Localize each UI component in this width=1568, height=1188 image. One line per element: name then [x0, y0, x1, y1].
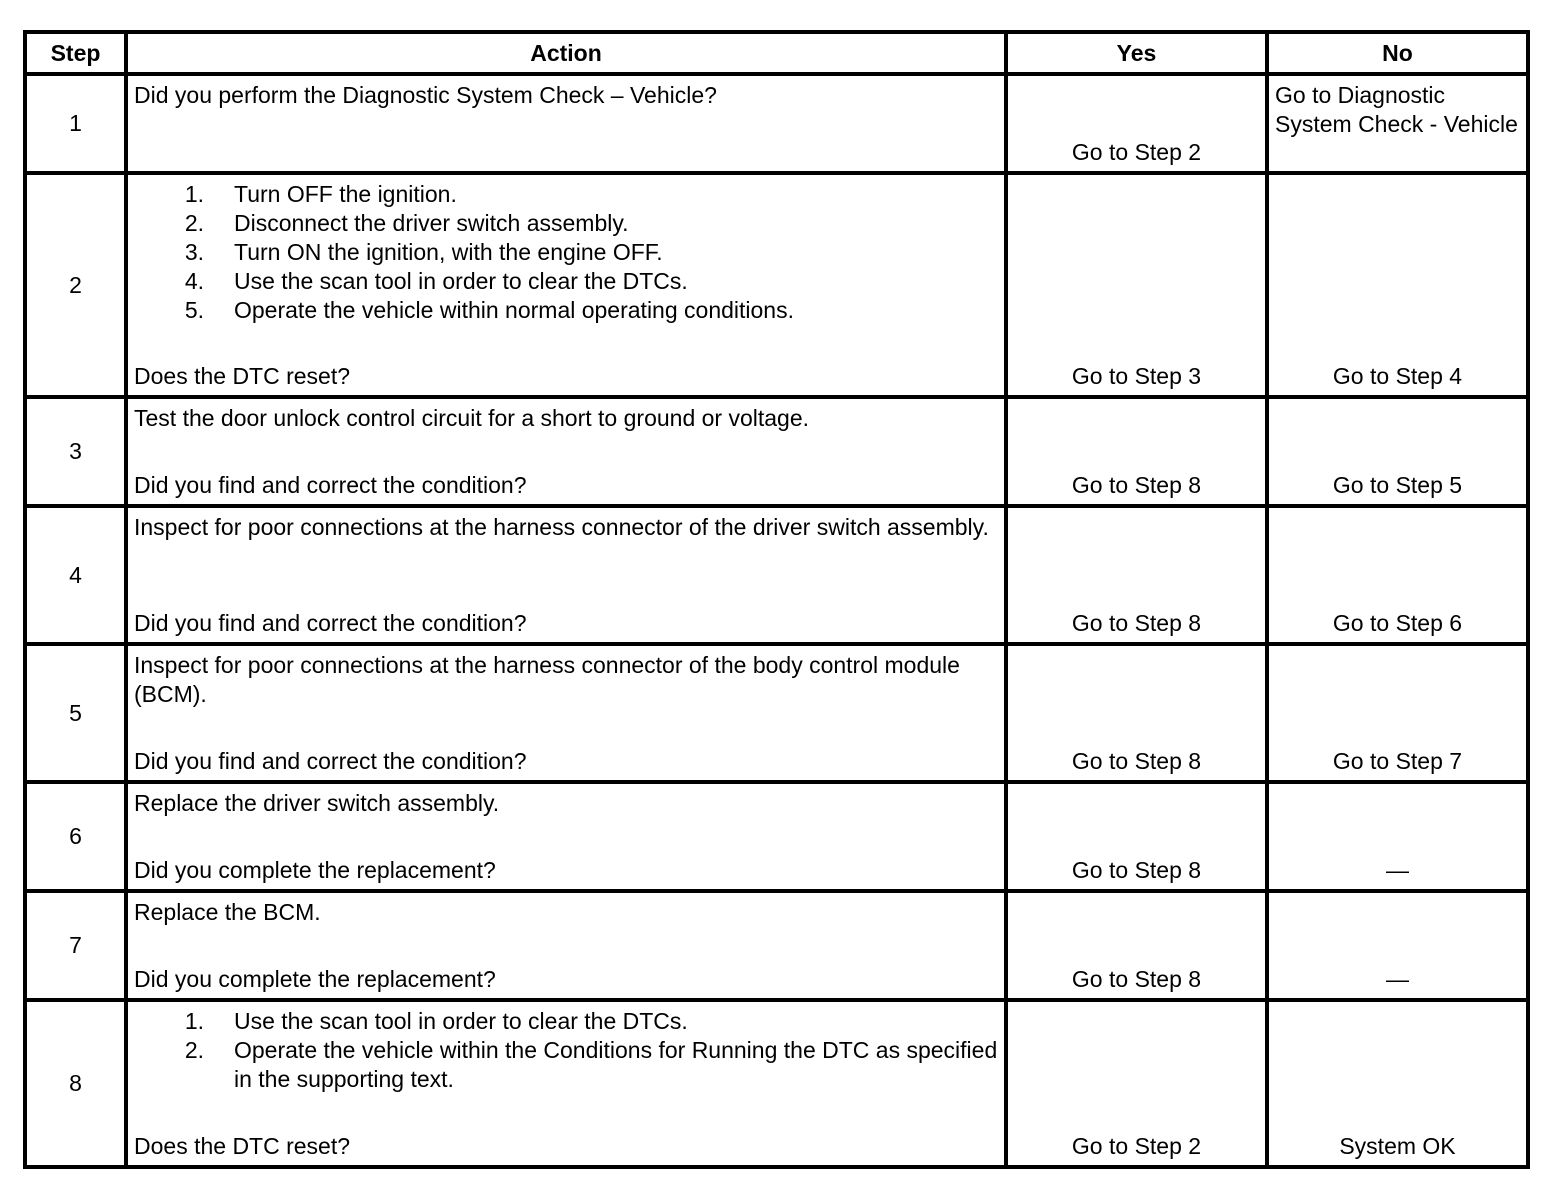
action-text: Did you perform the Diagnostic System Check – Vehicle?	[134, 82, 717, 108]
no-cell	[1267, 397, 1528, 506]
action-list	[134, 180, 998, 325]
no-cell	[1267, 644, 1528, 782]
action-list-item: 2. Disconnect the driver switch assembly.	[184, 210, 629, 236]
no-cell	[1267, 782, 1528, 891]
diagnostic-table	[23, 30, 1530, 1169]
table-row	[25, 506, 1528, 644]
no-result: Go to Step 5	[1332, 472, 1463, 498]
yes-result: Go to Step 8	[1071, 966, 1202, 992]
table-row	[25, 1000, 1528, 1167]
action-text: Inspect for poor connections at the harness connector of the body control module (BCM).	[134, 652, 960, 707]
action-text: Inspect for poor connections at the harness connector of the driver switch assembly.	[134, 514, 989, 540]
action-list-item: 1. Use the scan tool in order to clear the DTCs.	[184, 1008, 688, 1034]
action-text: Replace the driver switch assembly.	[134, 790, 500, 816]
yes-result: Go to Step 8	[1071, 748, 1202, 774]
action-question: Does the DTC reset?	[134, 363, 351, 389]
yes-result: Go to Step 2	[1071, 139, 1202, 165]
action-cell	[126, 782, 1006, 891]
no-cell	[1267, 173, 1528, 397]
action-question: Did you find and correct the condition?	[134, 472, 527, 498]
action-text: Replace the BCM.	[134, 899, 321, 925]
action-question: Does the DTC reset?	[134, 1133, 351, 1159]
step-number: 3	[25, 397, 126, 506]
header-step: Step	[25, 32, 126, 74]
no-result: —	[1386, 966, 1409, 992]
yes-result: Go to Step 2	[1071, 1133, 1202, 1159]
step-number: 5	[25, 644, 126, 782]
action-list-item: 4. Use the scan tool in order to clear the DTCs.	[184, 268, 688, 294]
action-text: Test the door unlock control circuit for a short to ground or voltage.	[134, 405, 810, 431]
action-question: Did you find and correct the condition?	[134, 748, 527, 774]
no-result: System OK	[1339, 1133, 1456, 1159]
action-list-item: 5. Operate the vehicle within normal operating conditions.	[184, 297, 794, 323]
action-cell	[126, 891, 1006, 1000]
action-list	[134, 1007, 998, 1094]
step-number: 7	[25, 891, 126, 1000]
yes-cell	[1006, 173, 1267, 397]
table-row	[25, 891, 1528, 1000]
header-yes: Yes	[1006, 32, 1267, 74]
action-cell	[126, 644, 1006, 782]
no-result: Go to Step 6	[1332, 610, 1463, 636]
yes-cell	[1006, 1000, 1267, 1167]
step-number: 2	[25, 173, 126, 397]
table-row	[25, 644, 1528, 782]
action-cell	[126, 74, 1006, 173]
action-question: Did you complete the replacement?	[134, 857, 496, 883]
no-cell	[1267, 1000, 1528, 1167]
action-question: Did you find and correct the condition?	[134, 610, 527, 636]
no-result: Go to Step 7	[1332, 748, 1463, 774]
no-cell	[1267, 506, 1528, 644]
table-row	[25, 74, 1528, 173]
no-result: Go to Step 4	[1332, 363, 1463, 389]
yes-cell	[1006, 397, 1267, 506]
yes-result: Go to Step 8	[1071, 472, 1202, 498]
yes-cell	[1006, 782, 1267, 891]
no-result: —	[1386, 857, 1409, 883]
action-cell	[126, 1000, 1006, 1167]
table-row	[25, 173, 1528, 397]
step-number: 1	[25, 74, 126, 173]
action-list-item: 1. Turn OFF the ignition.	[184, 181, 457, 207]
action-list-item: 2. Operate the vehicle within the Conditions for Running the DTC as specified in the supporting text.	[184, 1037, 998, 1092]
header-action: Action	[126, 32, 1006, 74]
header-no: No	[1267, 32, 1528, 74]
yes-cell	[1006, 506, 1267, 644]
yes-result: Go to Step 8	[1071, 857, 1202, 883]
header-row	[25, 32, 1528, 74]
step-number: 8	[25, 1000, 126, 1167]
step-number: 6	[25, 782, 126, 891]
action-cell	[126, 173, 1006, 397]
yes-cell	[1006, 74, 1267, 173]
action-cell	[126, 506, 1006, 644]
action-question: Did you complete the replacement?	[134, 966, 496, 992]
yes-result: Go to Step 8	[1071, 610, 1202, 636]
action-list-item: 3. Turn ON the ignition, with the engine OFF.	[184, 239, 663, 265]
no-cell	[1267, 74, 1528, 173]
table-row	[25, 782, 1528, 891]
action-cell	[126, 397, 1006, 506]
yes-cell	[1006, 891, 1267, 1000]
table-row	[25, 397, 1528, 506]
yes-result: Go to Step 3	[1071, 363, 1202, 389]
step-number: 4	[25, 506, 126, 644]
no-cell	[1267, 891, 1528, 1000]
yes-cell	[1006, 644, 1267, 782]
no-result: Go to Diagnostic System Check - Vehicle	[1275, 82, 1518, 137]
